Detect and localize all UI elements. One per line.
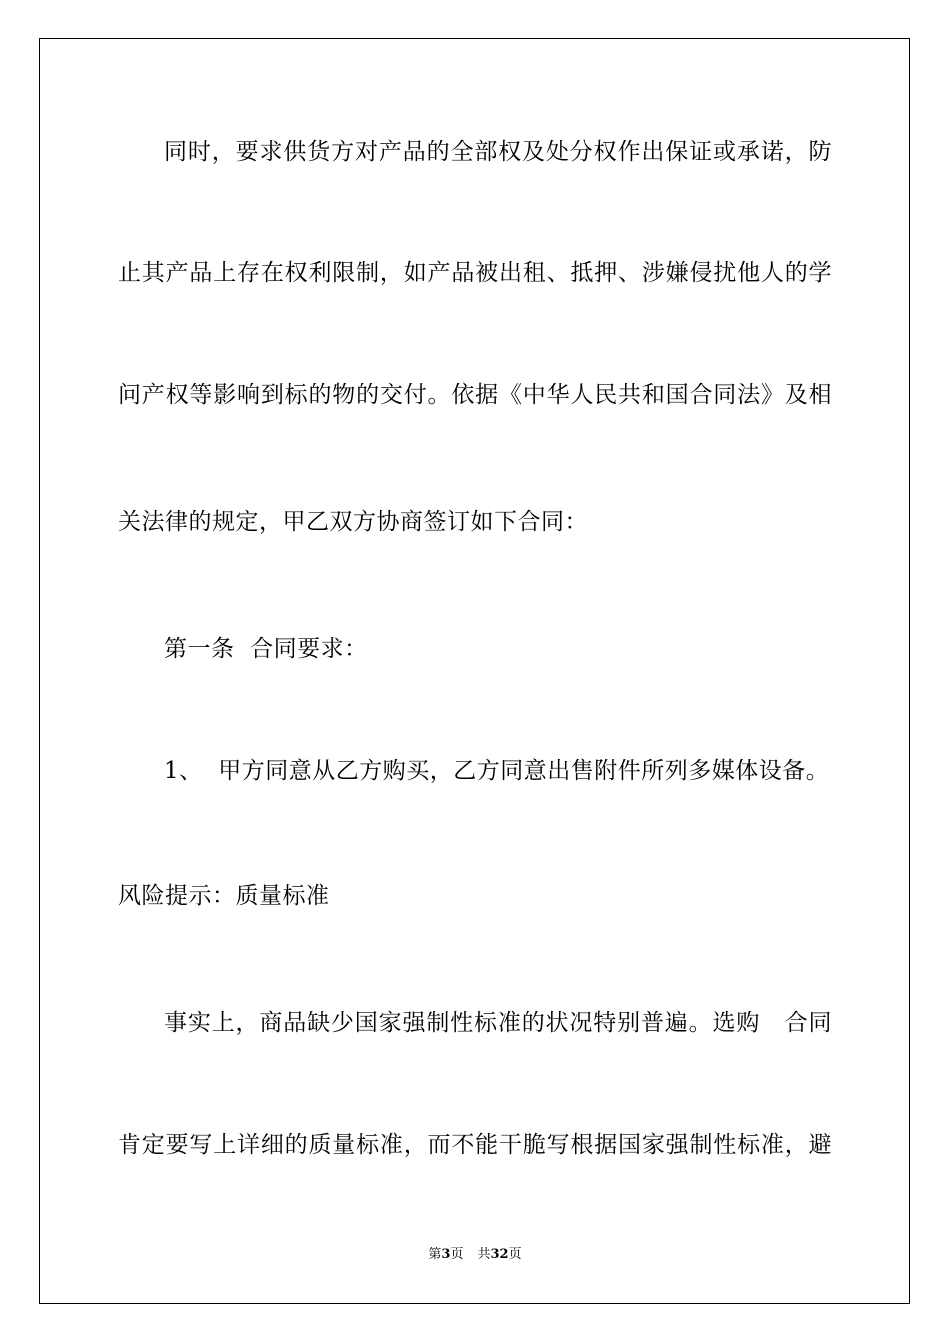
- paragraph-line-9: 肯定要写上详细的质量标准，而不能干脆写根据国家强制性标准，避: [118, 1132, 832, 1158]
- risk-tip-heading: 风险提示：质量标准: [118, 883, 330, 909]
- paragraph-line-2: 止其产品上存在权利限制，如产品被出租、抵押、涉嫌侵扰他人的学: [118, 260, 832, 286]
- paragraph-line-3: 问产权等影响到标的物的交付。依据《中华人民共和国合同法》及相: [118, 382, 832, 408]
- footer-page-suffix: 页: [450, 1247, 464, 1262]
- article-heading: 第一条 合同要求：: [164, 636, 368, 662]
- footer-total-pages: 32: [490, 1247, 509, 1262]
- page-footer: [0, 1246, 950, 1264]
- footer-page-prefix: 第: [428, 1247, 442, 1262]
- paragraph-line-1: 同时，要求供货方对产品的全部权及处分权作出保证或承诺，防: [164, 139, 832, 165]
- footer-total-suffix: 页: [508, 1247, 522, 1262]
- paragraph-line-4: 关法律的规定，甲乙双方协商签订如下合同：: [118, 509, 588, 535]
- footer-page-number: 3: [441, 1247, 451, 1262]
- footer-total-prefix: 共: [477, 1247, 491, 1262]
- paragraph-line-8: 事实上，商品缺少国家强制性标准的状况特别普遍。选购 合同: [164, 1010, 832, 1036]
- page-border: [39, 38, 910, 1304]
- clause-item-1: 1、 甲方同意从乙方购买，乙方同意出售附件所列多媒体设备。: [164, 758, 830, 784]
